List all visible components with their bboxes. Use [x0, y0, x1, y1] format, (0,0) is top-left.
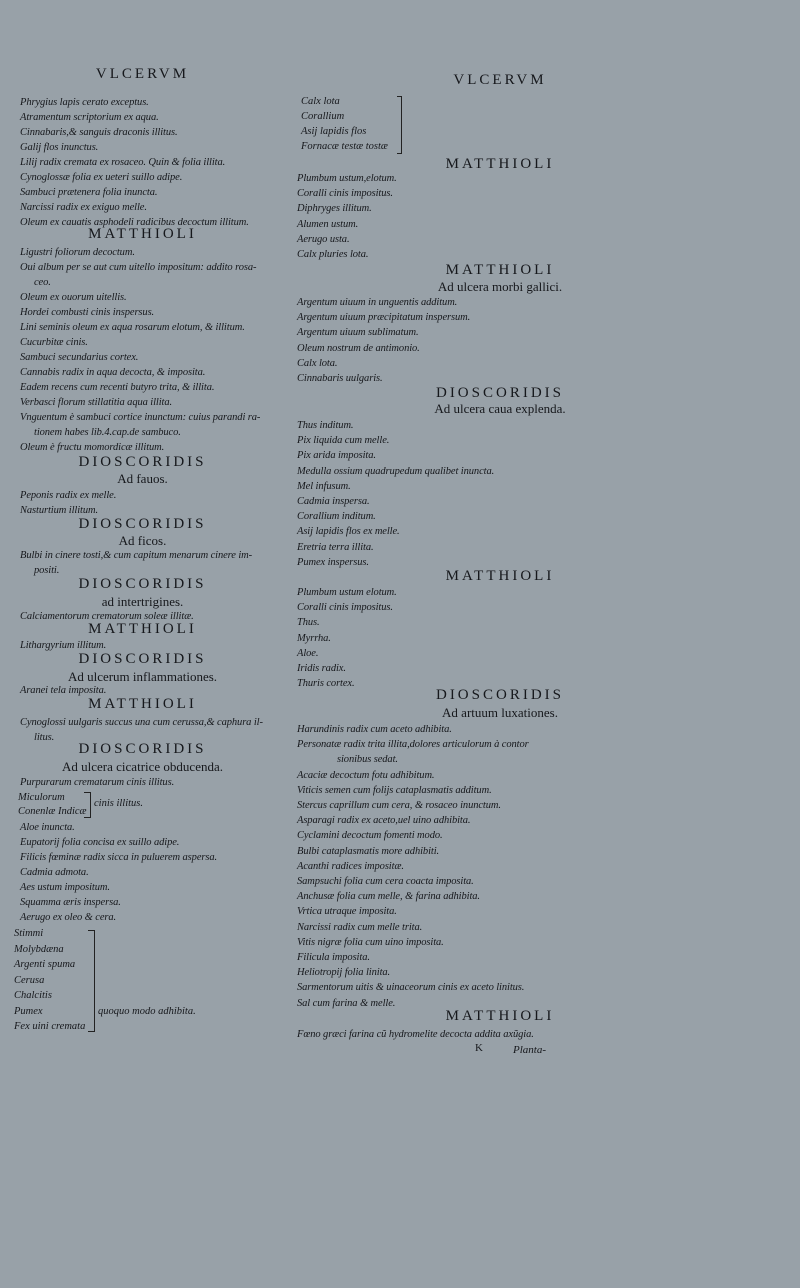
- section-heading: DIOSCORIDIS: [435, 385, 564, 401]
- bracket-label: quoquo modo adhibita.: [98, 1006, 196, 1017]
- remedy-line: Cinnabaris uulgaris.: [297, 373, 383, 384]
- remedy-line: Bulbi in cinere tosti,& cum capitum menarum cinere im-: [20, 550, 253, 561]
- bracket-item: Miculorum: [18, 792, 65, 803]
- remedy-line: Mel infusum.: [297, 480, 351, 492]
- section-subheading: Ad ulcera cicatrice obducenda.: [62, 759, 223, 774]
- remedy-line: Eupatorij folia concisa ex suillo adipe.: [20, 837, 180, 848]
- remedy-line: Coralli cinis impositus.: [297, 188, 393, 200]
- remedy-line: Lini seminis oleum ex aqua rosarum elotum, & illitum.: [20, 322, 245, 333]
- section-heading: DIOSCORIDIS: [78, 516, 207, 532]
- remedy-line: Bulbi cataplasmatis more adhibiti.: [297, 845, 440, 857]
- remedy-line: Thus inditum.: [297, 420, 354, 431]
- section-subheading: Ad ulcera morbi gallici.: [437, 279, 563, 294]
- bracket-item: Conenlæ Indicæ: [18, 806, 87, 817]
- remedy-line: Eadem recens cum recenti butyro trita, & illita.: [20, 382, 215, 393]
- remedy-line: Narcissi radix cum melle trita.: [297, 921, 423, 933]
- remedy-line: Calx lota.: [297, 357, 338, 369]
- remedy-line: Eretria terra illita.: [297, 541, 374, 553]
- remedy-line: Sampsuchi folia cum cera coacta imposita.: [297, 876, 474, 887]
- remedy-line: Aloe.: [297, 647, 319, 659]
- section-subheading: Ad ulcera caua explenda.: [434, 401, 566, 416]
- remedy-line: Argentum uiuum sublimatum.: [297, 327, 419, 339]
- bracket-item: Molybdæna: [14, 943, 64, 955]
- remedy-line: Harundinis radix cum aceto adhibita.: [297, 724, 452, 735]
- remedy-line: Heliotropij folia linita.: [297, 967, 391, 979]
- remedy-line: Asij lapidis flos ex melle.: [297, 526, 400, 538]
- remedy-line: Cinnabaris,& sanguis draconis illitus.: [20, 127, 178, 138]
- remedy-line: Aerugo usta.: [297, 233, 350, 245]
- remedy-line: Cadmia admota.: [20, 867, 89, 878]
- remedy-line: Pumex inspersus.: [297, 556, 369, 568]
- bracket-item: Calx lota: [301, 96, 340, 107]
- remedy-line: Cannabis radix in aqua decocta, & imposita.: [20, 367, 206, 378]
- section-heading: MATTHIOLI: [445, 568, 555, 584]
- remedy-line: positi.: [34, 565, 60, 576]
- remedy-line: Thuris cortex.: [297, 678, 355, 690]
- catchword: Planta-: [513, 1044, 546, 1056]
- remedy-line: Nasturtium illitum.: [20, 505, 99, 516]
- bracket-item: Chalcitis: [14, 990, 52, 1001]
- remedy-line: Personatæ radix trita illita,dolores articulorum à contor: [297, 739, 529, 751]
- remedy-line: Plumbum ustum,elotum.: [297, 173, 397, 184]
- section-subheading: Ad ficos.: [118, 533, 167, 548]
- remedy-line: Acanthi radices impositæ.: [297, 860, 404, 872]
- remedy-line: Vitis nigræ folia cum uino imposita.: [297, 936, 444, 948]
- section-heading: MATTHIOLI: [445, 1008, 555, 1024]
- remedy-line: Plumbum ustum elotum.: [297, 587, 397, 598]
- remedy-line: Squamma æris inspersa.: [20, 897, 121, 908]
- brace: [84, 792, 91, 818]
- remedy-line: Asparagi radix ex aceto,uel uino adhibita.: [297, 815, 471, 827]
- remedy-line: Pix arida imposita.: [297, 450, 376, 462]
- remedy-line: Lilij radix cremata ex rosaceo. Quin & folia illita.: [20, 157, 226, 168]
- remedy-line: Corallium inditum.: [297, 511, 376, 523]
- remedy-line: Stercus caprillum cum cera, & rosaceo inunctum.: [297, 800, 501, 811]
- section-subheading: Ad ulcerum inflammationes.: [67, 669, 218, 684]
- remedy-line: Galij flos inunctus.: [20, 142, 99, 153]
- remedy-line: Thus.: [297, 617, 320, 629]
- remedy-line: Aloe inuncta.: [20, 822, 75, 833]
- section-heading: MATTHIOLI: [445, 262, 555, 278]
- remedy-line: Alumen ustum.: [297, 218, 359, 230]
- section-heading: MATTHIOLI: [88, 621, 197, 637]
- bracket-item: Argenti spuma: [14, 959, 76, 970]
- section-subheading: Ad artuum luxationes.: [442, 705, 558, 720]
- remedy-line: Oleum ex cauatis asphodeli radicibus decoctum illitum.: [20, 217, 249, 228]
- remedy-line: Acaciæ decoctum fotu adhibitum.: [297, 769, 435, 781]
- remedy-line: Viticis semen cum folijs cataplasmatis additum.: [297, 784, 492, 796]
- remedy-line: Argentum uiuum præcipitatum inspersum.: [297, 312, 471, 324]
- bracket-item: Corallium: [301, 111, 345, 122]
- bracket-item: Pumex: [14, 1005, 43, 1017]
- remedy-line: Cynoglossæ folia ex ueteri suillo adipe.: [20, 172, 183, 183]
- remedy-line: Ligustri foliorum decoctum.: [20, 247, 135, 258]
- remedy-line: Verbasci florum stillatitia aqua illita.: [20, 397, 173, 408]
- remedy-line: Aes ustum impositum.: [20, 882, 110, 893]
- bracket-item: Cerusa: [14, 974, 45, 986]
- bracket-item: Stimmi: [14, 928, 44, 939]
- remedy-line: Anchusæ folia cum melle, & farina adhibita.: [297, 891, 480, 903]
- remedy-line: Sal cum farina & melle.: [297, 997, 396, 1009]
- remedy-line: Sambuci secundarius cortex.: [20, 352, 139, 363]
- remedy-line: Calciamentorum crematorum soleæ illitæ.: [20, 611, 194, 622]
- remedy-line: Vnguentum è sambuci cortice inunctum: cuius parandi ra-: [20, 412, 261, 423]
- section-heading: DIOSCORIDIS: [435, 687, 564, 703]
- remedy-line: Coralli cinis impositus.: [297, 602, 393, 614]
- remedy-line: Sarmentorum uitis & uinaceorum cinis ex aceto linitus.: [297, 982, 525, 994]
- remedy-line: Filicula imposita.: [297, 952, 370, 963]
- brace: [88, 930, 95, 1032]
- remedy-line: Sambuci prætenera folia inuncta.: [20, 187, 158, 198]
- remedy-line: Medulla ossium quadrupedum qualibet inuncta.: [297, 465, 495, 477]
- remedy-line: Calx pluries lota.: [297, 249, 369, 260]
- section-heading: DIOSCORIDIS: [78, 651, 207, 667]
- remedy-line: Cynoglossi uulgaris succus una cum cerussa,& caphura il-: [20, 717, 263, 728]
- remedy-line: Cadmia inspersa.: [297, 496, 370, 507]
- remedy-line: Phrygius lapis cerato exceptus.: [20, 97, 149, 108]
- remedy-line: Purpurarum crematarum cinis illitus.: [20, 777, 175, 788]
- remedy-line: Diphryges illitum.: [297, 203, 372, 215]
- bracket-label: cinis illitus.: [94, 798, 144, 809]
- remedy-line: Fœno græci farina cũ hydromelite decocta addita axũgia.: [297, 1029, 534, 1040]
- section-heading: DIOSCORIDIS: [78, 576, 207, 592]
- remedy-line: litus.: [34, 732, 55, 743]
- remedy-line: Oleum nostrum de antimonio.: [297, 342, 420, 354]
- remedy-line: Aerugo ex oleo & cera.: [20, 912, 117, 923]
- section-title: VLCERVM: [453, 72, 547, 88]
- section-heading: MATTHIOLI: [88, 226, 197, 242]
- section-title: VLCERVM: [95, 66, 190, 82]
- remedy-line: Argentum uiuum in unguentis additum.: [297, 297, 458, 308]
- remedy-line: Vrtica utraque imposita.: [297, 906, 397, 918]
- remedy-line: Atramentum scriptorium ex aqua.: [20, 112, 159, 123]
- remedy-line: Oleum è fructu momordicæ illitum.: [20, 442, 165, 453]
- remedy-line: Hordei combusti cinis inspersus.: [20, 307, 155, 318]
- remedy-line: Myrrha.: [297, 632, 331, 644]
- section-heading: MATTHIOLI: [445, 156, 555, 172]
- remedy-line: tionem habes lib.4.cap.de sambuco.: [34, 427, 181, 438]
- section-subheading: ad intertrigines.: [101, 594, 184, 609]
- section-heading: MATTHIOLI: [88, 696, 197, 712]
- signature-mark: K: [475, 1042, 483, 1054]
- remedy-line: Peponis radix ex melle.: [20, 490, 117, 501]
- remedy-line: Cucurbitæ cinis.: [20, 337, 88, 348]
- remedy-line: Oui album per se aut cum uitello impositum: addito rosa-: [20, 262, 257, 273]
- remedy-line: Filicis fœminæ radix sicca in puluerem aspersa.: [20, 852, 218, 863]
- section-heading: DIOSCORIDIS: [78, 454, 207, 470]
- remedy-line: Cyclamini decoctum fomenti modo.: [297, 830, 443, 842]
- section-subheading: Ad fauos.: [117, 471, 168, 486]
- remedy-line: Pix liquida cum melle.: [297, 435, 390, 447]
- bracket-item: Fornacæ testæ tostæ: [301, 141, 388, 152]
- section-heading: DIOSCORIDIS: [78, 741, 207, 757]
- brace: [397, 96, 402, 154]
- remedy-line: Iridis radix.: [297, 663, 346, 674]
- remedy-line: Narcissi radix ex exiguo melle.: [20, 202, 147, 213]
- remedy-line: ceo.: [34, 277, 51, 288]
- remedy-line: sionibus sedat.: [337, 754, 398, 766]
- bracket-item: Fex uini cremata: [14, 1021, 86, 1032]
- remedy-line: Oleum ex ouorum uitellis.: [20, 292, 127, 303]
- remedy-line: Aranei tela imposita.: [20, 685, 107, 696]
- remedy-line: Lithargyrium illitum.: [20, 640, 107, 651]
- bracket-item: Asij lapidis flos: [301, 126, 367, 137]
